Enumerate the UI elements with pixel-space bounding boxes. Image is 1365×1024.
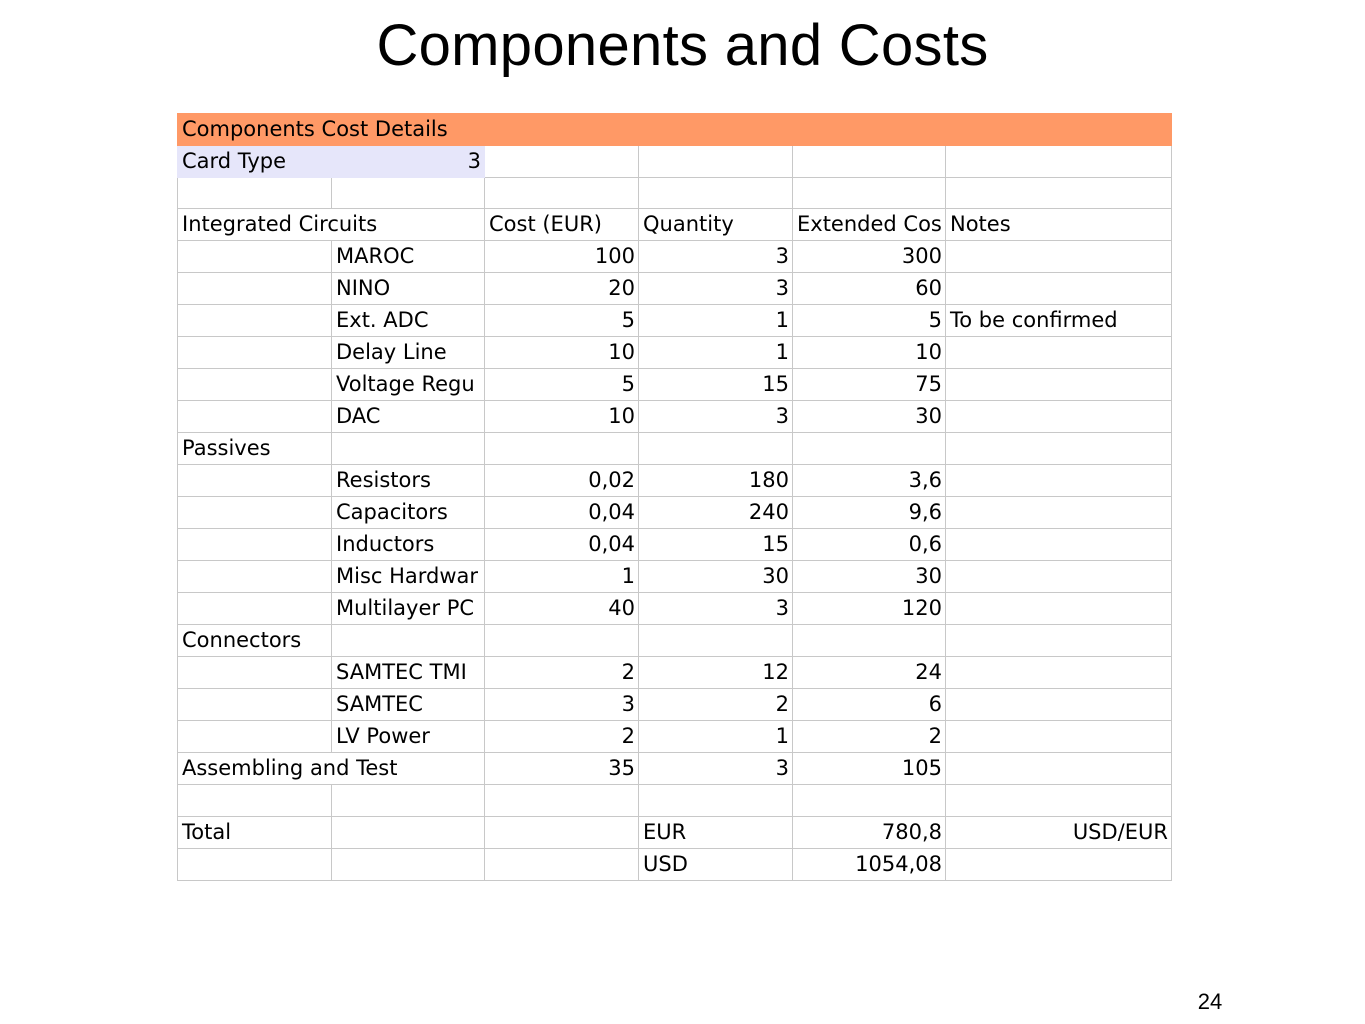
total-eur-value: 780,8 bbox=[793, 816, 946, 848]
item-cost: 0,02 bbox=[485, 465, 639, 497]
item-name: SAMTEC TMI bbox=[332, 657, 485, 689]
item-notes bbox=[946, 593, 1172, 625]
item-extended-cost: 6 bbox=[793, 689, 946, 721]
item-name: Capacitors bbox=[332, 497, 485, 529]
col-header-extended: Extended Cos bbox=[793, 209, 946, 241]
item-extended-cost: 10 bbox=[793, 337, 946, 369]
item-name: NINO bbox=[332, 273, 485, 305]
table-row bbox=[178, 689, 1172, 721]
table-row bbox=[178, 657, 1172, 689]
table-row bbox=[178, 337, 1172, 369]
table-row bbox=[178, 305, 1172, 337]
item-extended-cost: 120 bbox=[793, 593, 946, 625]
item-cost: 2 bbox=[485, 657, 639, 689]
item-notes bbox=[946, 465, 1172, 497]
item-quantity: 3 bbox=[639, 593, 793, 625]
item-notes bbox=[946, 689, 1172, 721]
section-row-passives bbox=[178, 433, 1172, 465]
blank-row bbox=[178, 785, 1172, 816]
item-quantity: 3 bbox=[639, 273, 793, 305]
table-row bbox=[178, 721, 1172, 753]
item-cost: 5 bbox=[485, 369, 639, 401]
table-row bbox=[178, 401, 1172, 433]
col-header-section: Integrated Circuits bbox=[178, 209, 485, 241]
col-header-cost: Cost (EUR) bbox=[485, 209, 639, 241]
table-row bbox=[178, 561, 1172, 593]
item-quantity: 2 bbox=[639, 689, 793, 721]
item-notes bbox=[946, 657, 1172, 689]
item-name: DAC bbox=[332, 401, 485, 433]
card-type-label: Card Type bbox=[178, 146, 332, 178]
item-name: MAROC bbox=[332, 241, 485, 273]
item-extended-cost: 3,6 bbox=[793, 465, 946, 497]
item-extended-cost: 5 bbox=[793, 305, 946, 337]
col-header-notes: Notes bbox=[946, 209, 1172, 241]
item-quantity: 15 bbox=[639, 529, 793, 561]
item-notes bbox=[946, 401, 1172, 433]
item-name: Delay Line bbox=[332, 337, 485, 369]
total-eur-label: EUR bbox=[639, 816, 793, 848]
table-row bbox=[178, 241, 1172, 273]
table-row bbox=[178, 529, 1172, 561]
item-extended-cost: 2 bbox=[793, 721, 946, 753]
item-name: LV Power bbox=[332, 721, 485, 753]
table-row bbox=[178, 369, 1172, 401]
item-quantity: 15 bbox=[639, 369, 793, 401]
item-cost: 100 bbox=[485, 241, 639, 273]
item-notes bbox=[946, 241, 1172, 273]
total-usd-label: USD bbox=[639, 848, 793, 880]
item-cost: 40 bbox=[485, 593, 639, 625]
section-label: Passives bbox=[178, 433, 332, 465]
item-notes: To be confirmed bbox=[946, 305, 1172, 337]
item-cost: 10 bbox=[485, 401, 639, 433]
assembling-row bbox=[178, 753, 1172, 785]
table-row bbox=[178, 465, 1172, 497]
item-cost: 3 bbox=[485, 689, 639, 721]
total-eur-row bbox=[178, 816, 1172, 848]
item-name: SAMTEC bbox=[332, 689, 485, 721]
item-quantity: 30 bbox=[639, 561, 793, 593]
item-quantity: 1 bbox=[639, 305, 793, 337]
table-row bbox=[178, 497, 1172, 529]
table-row bbox=[178, 273, 1172, 305]
total-label: Total bbox=[178, 816, 332, 848]
exchange-rate-label: USD/EUR bbox=[946, 816, 1172, 848]
item-quantity: 240 bbox=[639, 497, 793, 529]
item-extended-cost: 75 bbox=[793, 369, 946, 401]
item-name: Misc Hardwar bbox=[332, 561, 485, 593]
item-quantity: 1 bbox=[639, 337, 793, 369]
item-cost: 2 bbox=[485, 721, 639, 753]
item-quantity: 1 bbox=[639, 721, 793, 753]
section-label: Connectors bbox=[178, 625, 332, 657]
section-row-connectors bbox=[178, 625, 1172, 657]
item-notes bbox=[946, 529, 1172, 561]
slide-title: Components and Costs bbox=[376, 13, 989, 78]
item-notes bbox=[946, 721, 1172, 753]
item-name: Ext. ADC bbox=[332, 305, 485, 337]
item-extended-cost: 0,6 bbox=[793, 529, 946, 561]
item-cost: 10 bbox=[485, 337, 639, 369]
card-type-row bbox=[178, 146, 1172, 178]
item-cost: 5 bbox=[485, 305, 639, 337]
page-number: 24 bbox=[1197, 989, 1223, 1014]
table-header-row bbox=[178, 114, 1172, 146]
blank-row bbox=[178, 178, 1172, 209]
card-type-value: 3 bbox=[332, 146, 485, 178]
item-notes bbox=[946, 561, 1172, 593]
assembling-cost: 35 bbox=[485, 753, 639, 785]
item-cost: 20 bbox=[485, 273, 639, 305]
item-quantity: 3 bbox=[639, 241, 793, 273]
components-cost-table bbox=[177, 113, 1172, 881]
table-row bbox=[178, 593, 1172, 625]
assembling-quantity: 3 bbox=[639, 753, 793, 785]
item-cost: 0,04 bbox=[485, 497, 639, 529]
item-quantity: 180 bbox=[639, 465, 793, 497]
item-cost: 1 bbox=[485, 561, 639, 593]
column-header-row bbox=[178, 209, 1172, 241]
item-notes bbox=[946, 337, 1172, 369]
item-notes bbox=[946, 273, 1172, 305]
item-extended-cost: 30 bbox=[793, 401, 946, 433]
total-usd-row bbox=[178, 848, 1172, 880]
item-quantity: 12 bbox=[639, 657, 793, 689]
item-extended-cost: 300 bbox=[793, 241, 946, 273]
item-notes bbox=[946, 497, 1172, 529]
table-header: Components Cost Details bbox=[178, 114, 1172, 146]
item-name: Voltage Regu bbox=[332, 369, 485, 401]
item-name: Resistors bbox=[332, 465, 485, 497]
item-extended-cost: 30 bbox=[793, 561, 946, 593]
item-notes bbox=[946, 369, 1172, 401]
item-cost: 0,04 bbox=[485, 529, 639, 561]
total-usd-value: 1054,08 bbox=[793, 848, 946, 880]
item-name: Multilayer PC bbox=[332, 593, 485, 625]
assembling-extended-cost: 105 bbox=[793, 753, 946, 785]
item-quantity: 3 bbox=[639, 401, 793, 433]
item-name: Inductors bbox=[332, 529, 485, 561]
col-header-quantity: Quantity bbox=[639, 209, 793, 241]
item-extended-cost: 9,6 bbox=[793, 497, 946, 529]
assembling-label: Assembling and Test bbox=[178, 753, 485, 785]
item-extended-cost: 60 bbox=[793, 273, 946, 305]
item-extended-cost: 24 bbox=[793, 657, 946, 689]
